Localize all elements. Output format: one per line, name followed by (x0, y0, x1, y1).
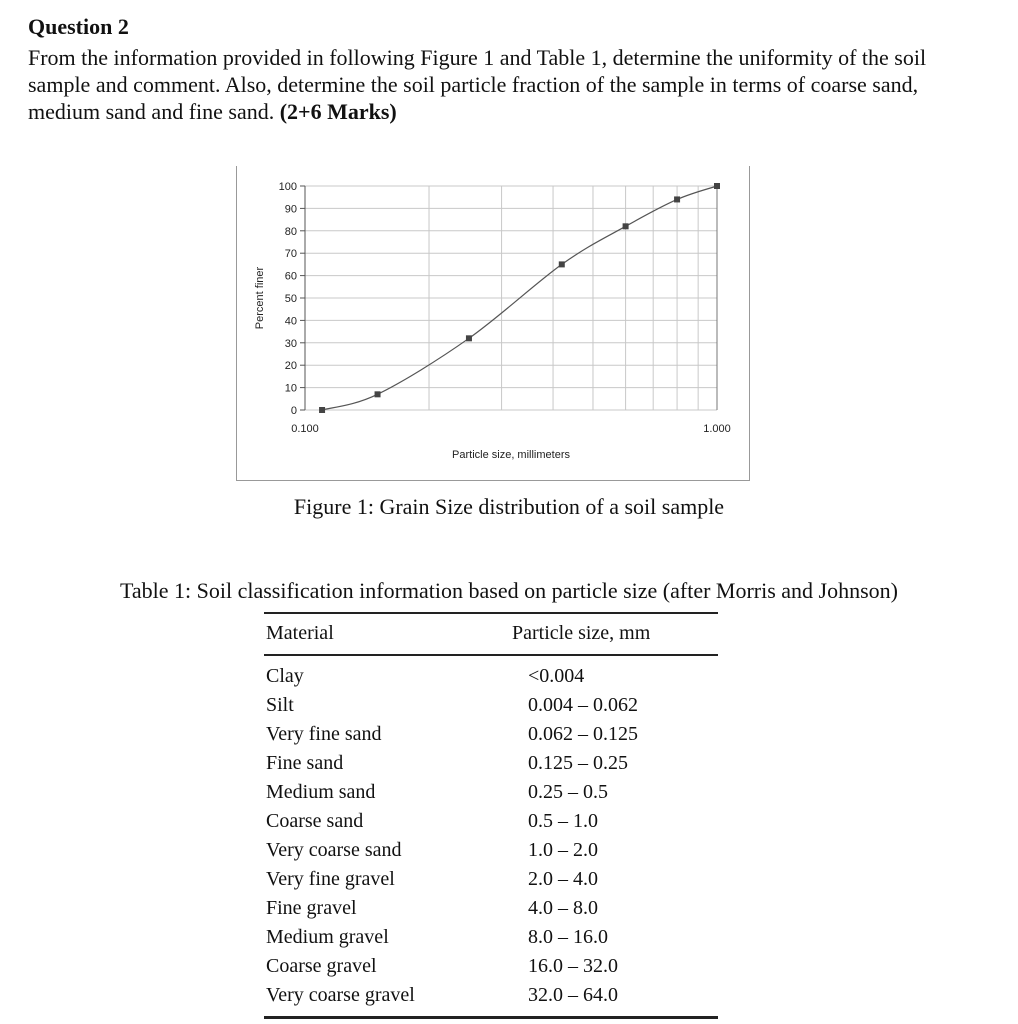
data-point (559, 261, 565, 267)
y-axis-label: Percent finer (254, 266, 266, 330)
x-axis-label: Particle size, millimeters (452, 449, 570, 461)
y-ticks (279, 181, 305, 417)
x-tick-label: 1.000 (703, 423, 731, 435)
cell-material: Very coarse sand (266, 839, 402, 861)
y-tick-label: 0 (290, 405, 297, 417)
x-ticks (291, 423, 731, 435)
table-row (264, 751, 720, 780)
data-point (319, 407, 325, 413)
cell-particle-size: 0.062 – 0.125 (528, 723, 638, 745)
question-marks: (2+6 Marks) (279, 99, 397, 124)
table-row (264, 780, 720, 809)
data-point (674, 196, 680, 202)
header-material: Material (266, 622, 334, 644)
grain-size-chart (237, 166, 749, 480)
cell-material: Very fine sand (266, 723, 382, 745)
table-body (264, 664, 720, 1012)
question-text (28, 44, 988, 125)
y-tick-label: 10 (284, 382, 297, 395)
y-tick-label: 30 (284, 337, 297, 350)
table-top-rule (264, 612, 718, 614)
data-point (375, 391, 381, 397)
cell-particle-size: 8.0 – 16.0 (528, 926, 608, 948)
y-tick-label: 90 (284, 203, 297, 216)
table-row (264, 809, 720, 838)
cell-particle-size: 4.0 – 8.0 (528, 897, 598, 919)
data-point (466, 335, 472, 341)
table-row (264, 954, 720, 983)
table-row (264, 867, 720, 896)
y-tick-label: 80 (284, 225, 297, 238)
cell-particle-size: 0.004 – 0.062 (528, 694, 638, 716)
cell-material: Very coarse gravel (266, 984, 415, 1006)
cell-material: Fine sand (266, 752, 344, 774)
y-tick-label: 20 (284, 360, 297, 373)
x-tick-label: 0.100 (291, 423, 319, 435)
y-tick-label: 60 (284, 270, 297, 283)
y-tick-label: 40 (284, 315, 297, 328)
table-row (264, 925, 720, 954)
cell-particle-size: 0.125 – 0.25 (528, 752, 628, 774)
table-row (264, 664, 720, 693)
cell-particle-size: 16.0 – 32.0 (528, 955, 618, 977)
cell-material: Coarse sand (266, 810, 364, 832)
cell-material: Fine gravel (266, 897, 357, 919)
figure-frame (236, 166, 750, 481)
cell-material: Medium gravel (266, 926, 389, 948)
header-particle-size: Particle size, mm (512, 622, 651, 644)
table-row (264, 983, 720, 1012)
table-row (264, 896, 720, 925)
table-row (264, 722, 720, 751)
cell-material: Coarse gravel (266, 955, 377, 977)
cell-material: Medium sand (266, 781, 376, 803)
table-header-rule (264, 654, 718, 656)
figure-caption: Figure 1: Grain Size distribution of a soil sample (293, 494, 725, 519)
y-tick-label: 70 (284, 248, 297, 261)
cell-material: Silt (266, 694, 294, 716)
chart-grid (305, 186, 717, 410)
question-title: Question 2 (28, 14, 129, 39)
table-row (264, 693, 720, 722)
y-tick-label: 100 (278, 181, 297, 193)
table-row (264, 838, 720, 867)
cell-particle-size: 32.0 – 64.0 (528, 984, 618, 1006)
y-tick-label: 50 (284, 293, 297, 305)
question-body: From the information provided in following Figure 1 and Table 1, determine the uniformity of the soil sample and comment. Also, determine the soil particle fraction of the sample in terms of coarse sand, medium sand and fine sand. (28, 45, 927, 124)
data-point (623, 223, 629, 229)
cell-particle-size: 1.0 – 2.0 (528, 839, 598, 861)
cell-particle-size: <0.004 (528, 665, 585, 687)
cell-particle-size: 2.0 – 4.0 (528, 868, 598, 890)
data-point (714, 183, 720, 189)
cell-material: Clay (266, 665, 304, 687)
cell-particle-size: 0.5 – 1.0 (528, 810, 598, 832)
cell-material: Very fine gravel (266, 868, 395, 890)
table-caption: Table 1: Soil classification information based on particle size (after Morris and Johnson) (119, 578, 899, 603)
table-bottom-rule (264, 1016, 718, 1019)
cell-particle-size: 0.25 – 0.5 (528, 781, 608, 803)
